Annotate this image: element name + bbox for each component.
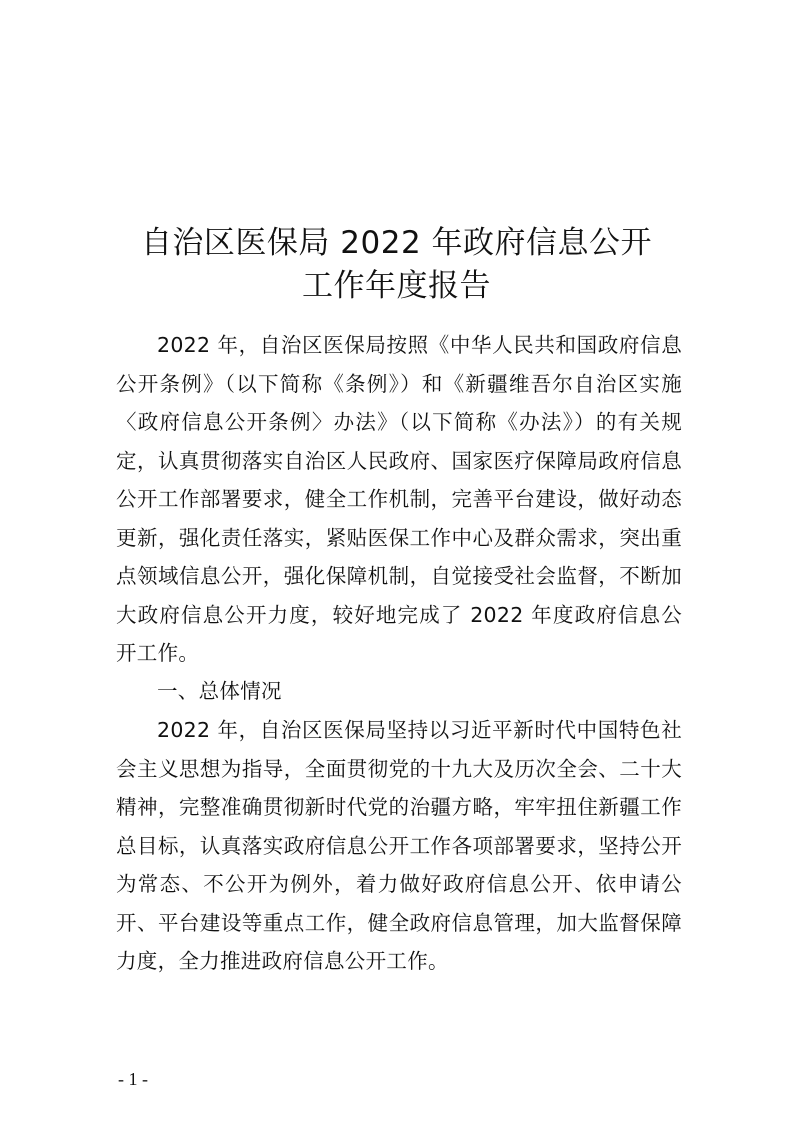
document-title-line-2: 工作年度报告 xyxy=(302,268,491,304)
document-title-line-1: 自治区医保局 2022 年政府信息公开 xyxy=(140,225,653,261)
page-number: - 1 - xyxy=(118,1069,148,1089)
section-heading-overview: 一、总体情况 xyxy=(157,679,282,703)
intro-paragraph: 2022 年，自治区医保局按照《中华人民共和国政府信息公开条例》（以下简称《条例》）和《新疆维吾尔自治区实施〈政府信息公开条例〉办法》（以下简称《办法》）的有关规定，认真贯彻落实自治区人民政府、国家医疗保障局政府信息公开工作部署要求，健全工作机制，完善平台建设，做好动态更新，强化责任落实，紧贴医保工作中心及群众需求，突出重点领域信息公开，强化保障机制，自觉接受社会监督，不断加大政府信息公开力度，较好地完成了 2022 年度政府信息公开工作。 xyxy=(116,333,682,665)
overview-paragraph: 2022 年，自治区医保局坚持以习近平新时代中国特色社会主义思想为指导，全面贯彻党的十九大及历次全会、二十大精神，完整准确贯彻新时代党的治疆方略，牢牢扭住新疆工作总目标，认真落实政府信息公开工作各项部署要求，坚持公开为常态、不公开为例外，着力做好政府信息公开、依申请公开、平台建设等重点工作，健全政府信息管理，加大监督保障力度，全力推进政府信息公开工作。 xyxy=(116,718,682,973)
